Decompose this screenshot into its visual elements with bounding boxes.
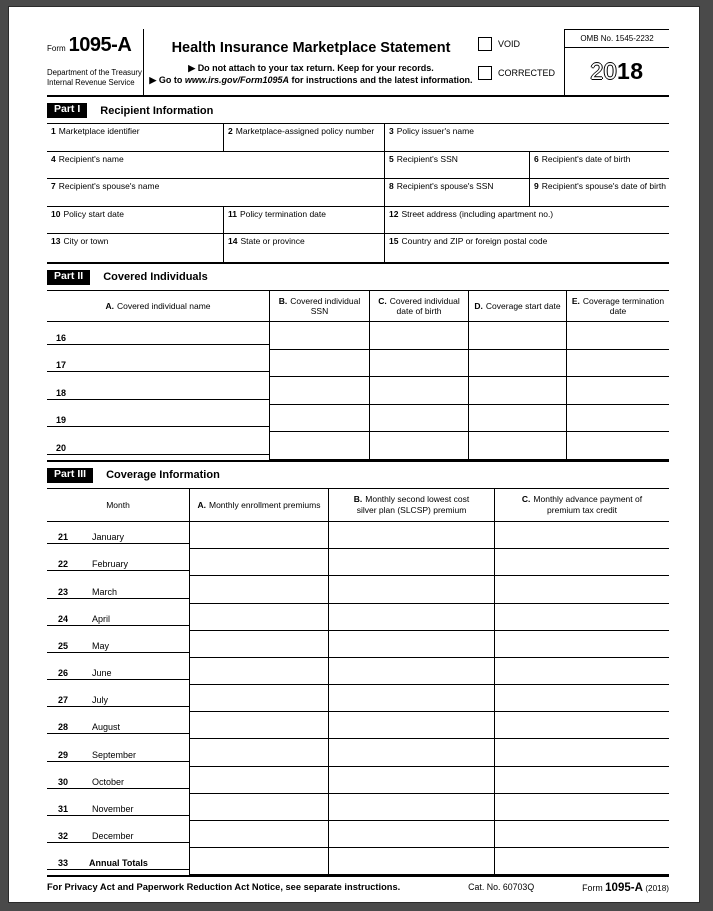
month-label: July — [92, 695, 109, 706]
coverage-month-row — [47, 522, 669, 549]
form-footer — [47, 882, 669, 894]
covered-individual-name-cell[interactable] — [47, 377, 269, 405]
field-number: 7 — [51, 181, 56, 192]
coverage-month-row — [47, 631, 669, 658]
row-number: 20 — [56, 442, 67, 453]
field-number: 2 — [228, 126, 233, 136]
row-number: 30 — [58, 776, 69, 787]
header-middle — [144, 29, 564, 95]
monthly-enrollment-premiums-cell[interactable] — [189, 712, 328, 739]
field-country-zip[interactable] — [384, 234, 669, 262]
footer-form-word: Form — [582, 883, 603, 894]
covered-individual-dob-cell[interactable] — [369, 432, 468, 460]
column-header-advance-payment: C. Monthly advance payment of premium tax credit — [494, 489, 669, 521]
field-number: 14 — [228, 236, 238, 247]
covered-individual-ssn-cell[interactable] — [269, 322, 369, 350]
void-label: VOID — [498, 39, 521, 49]
corrected-label: CORRECTED — [498, 68, 556, 78]
field-number: 9 — [534, 181, 539, 192]
monthly-enrollment-premiums-cell[interactable] — [189, 739, 328, 766]
column-header-slcsp-premium: B. Monthly second lowest cost silver plan (SLCSP) premium — [328, 489, 494, 521]
row-number: 23 — [58, 586, 69, 597]
monthly-slcsp-premium-cell[interactable] — [328, 739, 494, 766]
monthly-advance-payment-cell[interactable] — [494, 604, 669, 631]
field-label: Recipient's spouse's date of birth — [541, 181, 666, 192]
agency-line-1: Department of the Treasury — [47, 68, 142, 77]
field-label: Recipient's name — [58, 153, 124, 164]
coverage-information-header — [47, 489, 669, 522]
monthly-enrollment-premiums-cell[interactable] — [189, 549, 328, 576]
row-number: 21 — [58, 532, 69, 543]
month-label: Annual Totals — [89, 858, 148, 869]
omb-year-box — [564, 29, 669, 95]
checkbox-column — [478, 29, 564, 95]
monthly-enrollment-premiums-cell[interactable] — [189, 522, 328, 549]
monthly-slcsp-premium-cell[interactable] — [328, 794, 494, 821]
field-label: Recipient's spouse's name — [58, 181, 160, 192]
row-number: 19 — [56, 415, 67, 426]
agency-block — [47, 68, 143, 87]
corrected-checkbox[interactable] — [478, 66, 492, 80]
monthly-slcsp-premium-cell[interactable] — [328, 549, 494, 576]
field-recipient-ssn[interactable] — [384, 152, 529, 179]
month-label: January — [92, 532, 125, 543]
monthly-advance-payment-cell[interactable] — [494, 685, 669, 712]
coverage-termination-date-cell[interactable] — [566, 405, 669, 433]
row-number: 18 — [56, 387, 67, 398]
monthly-enrollment-premiums-cell[interactable] — [189, 631, 328, 658]
row-number: 22 — [58, 559, 69, 570]
covered-individual-row — [47, 377, 669, 405]
field-label: Marketplace identifier — [58, 126, 140, 136]
row-number: 16 — [56, 332, 67, 343]
coverage-termination-date-cell[interactable] — [566, 432, 669, 460]
row-number: 27 — [58, 695, 69, 706]
coverage-termination-date-cell[interactable] — [566, 322, 669, 350]
monthly-enrollment-premiums-cell[interactable] — [189, 848, 328, 875]
monthly-advance-payment-cell[interactable] — [494, 767, 669, 794]
monthly-enrollment-premiums-cell[interactable] — [189, 685, 328, 712]
field-number: 5 — [389, 153, 394, 164]
part1-title: Recipient Information — [100, 104, 214, 117]
field-label: City or town — [63, 236, 109, 247]
field-number: 10 — [51, 208, 61, 219]
tax-year — [565, 48, 669, 95]
covered-individual-row — [47, 432, 669, 460]
monthly-advance-payment-cell[interactable] — [494, 576, 669, 603]
field-number: 13 — [51, 236, 61, 247]
month-cell — [47, 712, 189, 739]
row-number: 32 — [58, 831, 69, 842]
column-header-coverage-termination: E. Coverage termination date — [566, 291, 669, 321]
row-number: 17 — [56, 360, 67, 371]
monthly-enrollment-premiums-cell[interactable] — [189, 794, 328, 821]
monthly-advance-payment-cell[interactable] — [494, 658, 669, 685]
part2-badge: Part II — [47, 270, 90, 285]
monthly-enrollment-premiums-cell[interactable] — [189, 821, 328, 848]
coverage-month-row — [47, 794, 669, 821]
form-number: 1095-A — [68, 34, 132, 56]
covered-individual-dob-cell[interactable] — [369, 350, 468, 378]
agency-line-2: Internal Revenue Service — [47, 77, 135, 87]
month-cell — [47, 604, 189, 631]
field-label: Policy termination date — [240, 208, 326, 219]
field-recipient-dob[interactable] — [529, 152, 669, 179]
part2-body — [47, 322, 669, 460]
recipient-information-table — [47, 123, 669, 264]
row-number: 26 — [58, 668, 69, 679]
row-number: 25 — [58, 640, 69, 651]
form-number-block — [47, 29, 144, 95]
coverage-month-row — [47, 848, 669, 875]
covered-individual-dob-cell[interactable] — [369, 405, 468, 433]
month-label: June — [92, 668, 112, 679]
monthly-advance-payment-cell[interactable] — [494, 712, 669, 739]
column-header-covered-name: A. Covered individual name — [105, 300, 211, 311]
field-street-address[interactable] — [384, 207, 669, 234]
form-header — [47, 29, 669, 97]
column-header-covered-dob: C. Covered individual date of birth — [369, 291, 468, 321]
covered-individual-ssn-cell[interactable] — [269, 432, 369, 460]
monthly-advance-payment-cell[interactable] — [494, 549, 669, 576]
field-number: 12 — [389, 208, 399, 219]
row-number: 24 — [58, 613, 69, 624]
covered-individual-dob-cell[interactable] — [369, 377, 468, 405]
coverage-start-date-cell[interactable] — [468, 432, 566, 460]
month-label: September — [92, 749, 137, 760]
covered-individual-ssn-cell[interactable] — [269, 405, 369, 433]
field-city[interactable] — [47, 234, 223, 262]
coverage-month-row — [47, 604, 669, 631]
coverage-month-row — [47, 739, 669, 766]
month-cell — [47, 794, 189, 821]
field-recipient-name[interactable] — [47, 152, 384, 179]
field-label: Marketplace-assigned policy number — [235, 126, 375, 136]
covered-individuals-header — [47, 291, 669, 322]
row-number: 28 — [58, 722, 69, 733]
monthly-advance-payment-cell[interactable] — [494, 821, 669, 848]
monthly-slcsp-premium-cell[interactable] — [328, 658, 494, 685]
instruction-line-2 — [144, 75, 478, 86]
month-label: March — [92, 586, 118, 597]
form-word: Form — [47, 44, 66, 53]
field-number: 15 — [389, 236, 399, 247]
covered-individual-ssn-cell[interactable] — [269, 377, 369, 405]
column-header-month: Month — [106, 499, 130, 510]
month-label: October — [92, 776, 125, 787]
covered-individual-ssn-cell[interactable] — [269, 350, 369, 378]
tax-year-bold: 18 — [617, 58, 644, 84]
coverage-start-date-cell[interactable] — [468, 350, 566, 378]
row-number: 33 — [58, 858, 69, 869]
part2-heading-row — [47, 270, 669, 285]
coverage-start-date-cell[interactable] — [468, 405, 566, 433]
instruction-2-suffix: for instructions and the latest information. — [289, 75, 473, 85]
field-state[interactable] — [223, 234, 384, 262]
form-page — [8, 6, 700, 903]
field-label: Street address (including apartment no.) — [401, 208, 554, 219]
field-label: Policy issuer's name — [396, 126, 474, 136]
monthly-slcsp-premium-cell[interactable] — [328, 712, 494, 739]
month-cell — [47, 848, 189, 875]
covered-individual-name-cell[interactable] — [47, 405, 269, 433]
field-policy-termination-date[interactable] — [223, 207, 384, 234]
row-number: 29 — [58, 749, 69, 760]
coverage-month-row — [47, 712, 669, 739]
column-header-covered-ssn: B. Covered individual SSN — [269, 291, 369, 321]
month-label: April — [92, 613, 111, 624]
monthly-advance-payment-cell[interactable] — [494, 848, 669, 875]
monthly-slcsp-premium-cell[interactable] — [328, 522, 494, 549]
month-cell — [47, 631, 189, 658]
coverage-start-date-cell[interactable] — [468, 322, 566, 350]
covered-individuals-table — [47, 290, 669, 462]
month-cell — [47, 739, 189, 766]
coverage-termination-date-cell[interactable] — [566, 350, 669, 378]
coverage-information-table — [47, 488, 669, 877]
monthly-slcsp-premium-cell[interactable] — [328, 576, 494, 603]
field-label: Recipient's SSN — [396, 153, 458, 164]
field-policy-issuer-name[interactable] — [384, 124, 669, 151]
privacy-notice: For Privacy Act and Paperwork Reduction Act Notice, see separate instructions. — [47, 882, 401, 893]
monthly-slcsp-premium-cell[interactable] — [328, 848, 494, 875]
coverage-month-row — [47, 767, 669, 794]
field-marketplace-identifier[interactable] — [47, 124, 223, 151]
part3-badge: Part III — [47, 468, 93, 483]
footer-form-id — [582, 882, 669, 894]
part3-title: Coverage Information — [106, 469, 220, 482]
field-label: Recipient's date of birth — [541, 153, 631, 164]
monthly-slcsp-premium-cell[interactable] — [328, 631, 494, 658]
covered-individual-name-cell[interactable] — [47, 322, 269, 350]
monthly-advance-payment-cell[interactable] — [494, 739, 669, 766]
month-label: August — [92, 722, 121, 733]
month-cell — [47, 658, 189, 685]
covered-individual-name-cell[interactable] — [47, 432, 269, 460]
footer-form-year: (2018) — [645, 884, 669, 894]
instruction-2-prefix: ▶ Go to — [149, 75, 185, 85]
catalog-number: Cat. No. 60703Q — [468, 882, 535, 893]
footer-form-number: 1095-A — [605, 882, 643, 895]
column-header-coverage-start: D. Coverage start date — [468, 291, 566, 321]
month-cell — [47, 821, 189, 848]
covered-individual-row — [47, 405, 669, 433]
monthly-slcsp-premium-cell[interactable] — [328, 604, 494, 631]
field-policy-number[interactable] — [223, 124, 384, 151]
tax-year-outline: 20 — [590, 58, 617, 84]
part2-title: Covered Individuals — [103, 271, 208, 284]
coverage-month-row — [47, 576, 669, 603]
monthly-enrollment-premiums-cell[interactable] — [189, 767, 328, 794]
month-cell — [47, 767, 189, 794]
monthly-advance-payment-cell[interactable] — [494, 794, 669, 821]
coverage-month-row — [47, 549, 669, 576]
field-policy-start-date[interactable] — [47, 207, 223, 234]
part1-heading-row — [47, 103, 669, 118]
field-spouse-dob[interactable] — [529, 179, 669, 206]
field-number: 8 — [389, 181, 394, 192]
field-label: Recipient's spouse's SSN — [396, 181, 494, 192]
covered-individual-name-cell[interactable] — [47, 350, 269, 378]
monthly-advance-payment-cell[interactable] — [494, 631, 669, 658]
column-header-enrollment-premiums: A. Monthly enrollment premiums — [189, 489, 328, 521]
month-cell — [47, 522, 189, 549]
part1-badge: Part I — [47, 103, 87, 118]
field-number: 4 — [51, 153, 56, 164]
month-label: December — [92, 831, 134, 842]
field-spouse-ssn[interactable] — [384, 179, 529, 206]
coverage-month-row — [47, 685, 669, 712]
coverage-start-date-cell[interactable] — [468, 377, 566, 405]
covered-individual-row — [47, 322, 669, 350]
month-cell — [47, 685, 189, 712]
field-label: Policy start date — [63, 208, 124, 219]
covered-individual-dob-cell[interactable] — [369, 322, 468, 350]
instruction-line-1: ▶ Do not attach to your tax return. Keep for your records. — [188, 63, 434, 73]
month-cell — [47, 576, 189, 603]
part3-heading-row — [47, 468, 669, 483]
part3-body — [47, 522, 669, 875]
monthly-advance-payment-cell[interactable] — [494, 522, 669, 549]
coverage-month-row — [47, 658, 669, 685]
field-number: 1 — [51, 126, 56, 136]
month-label: February — [92, 559, 129, 570]
field-number: 3 — [389, 126, 394, 136]
monthly-enrollment-premiums-cell[interactable] — [189, 604, 328, 631]
omb-number: OMB No. 1545-2232 — [565, 30, 669, 48]
field-spouse-name[interactable] — [47, 179, 384, 206]
monthly-enrollment-premiums-cell[interactable] — [189, 658, 328, 685]
field-label: Country and ZIP or foreign postal code — [401, 236, 548, 247]
month-label: November — [92, 804, 134, 814]
field-number: 6 — [534, 153, 539, 164]
coverage-termination-date-cell[interactable] — [566, 377, 669, 405]
month-label: May — [92, 640, 110, 651]
covered-individual-row — [47, 350, 669, 378]
field-label: State or province — [240, 236, 305, 247]
month-cell — [47, 549, 189, 576]
row-number: 31 — [58, 804, 69, 814]
field-number: 11 — [228, 208, 237, 219]
monthly-slcsp-premium-cell[interactable] — [328, 685, 494, 712]
irs-url: www.irs.gov/Form1095A — [184, 75, 290, 85]
monthly-enrollment-premiums-cell[interactable] — [189, 576, 328, 603]
coverage-month-row — [47, 821, 669, 848]
form-title: Health Insurance Marketplace Statement — [171, 40, 451, 56]
void-checkbox[interactable] — [478, 37, 492, 51]
monthly-slcsp-premium-cell[interactable] — [328, 821, 494, 848]
monthly-slcsp-premium-cell[interactable] — [328, 767, 494, 794]
